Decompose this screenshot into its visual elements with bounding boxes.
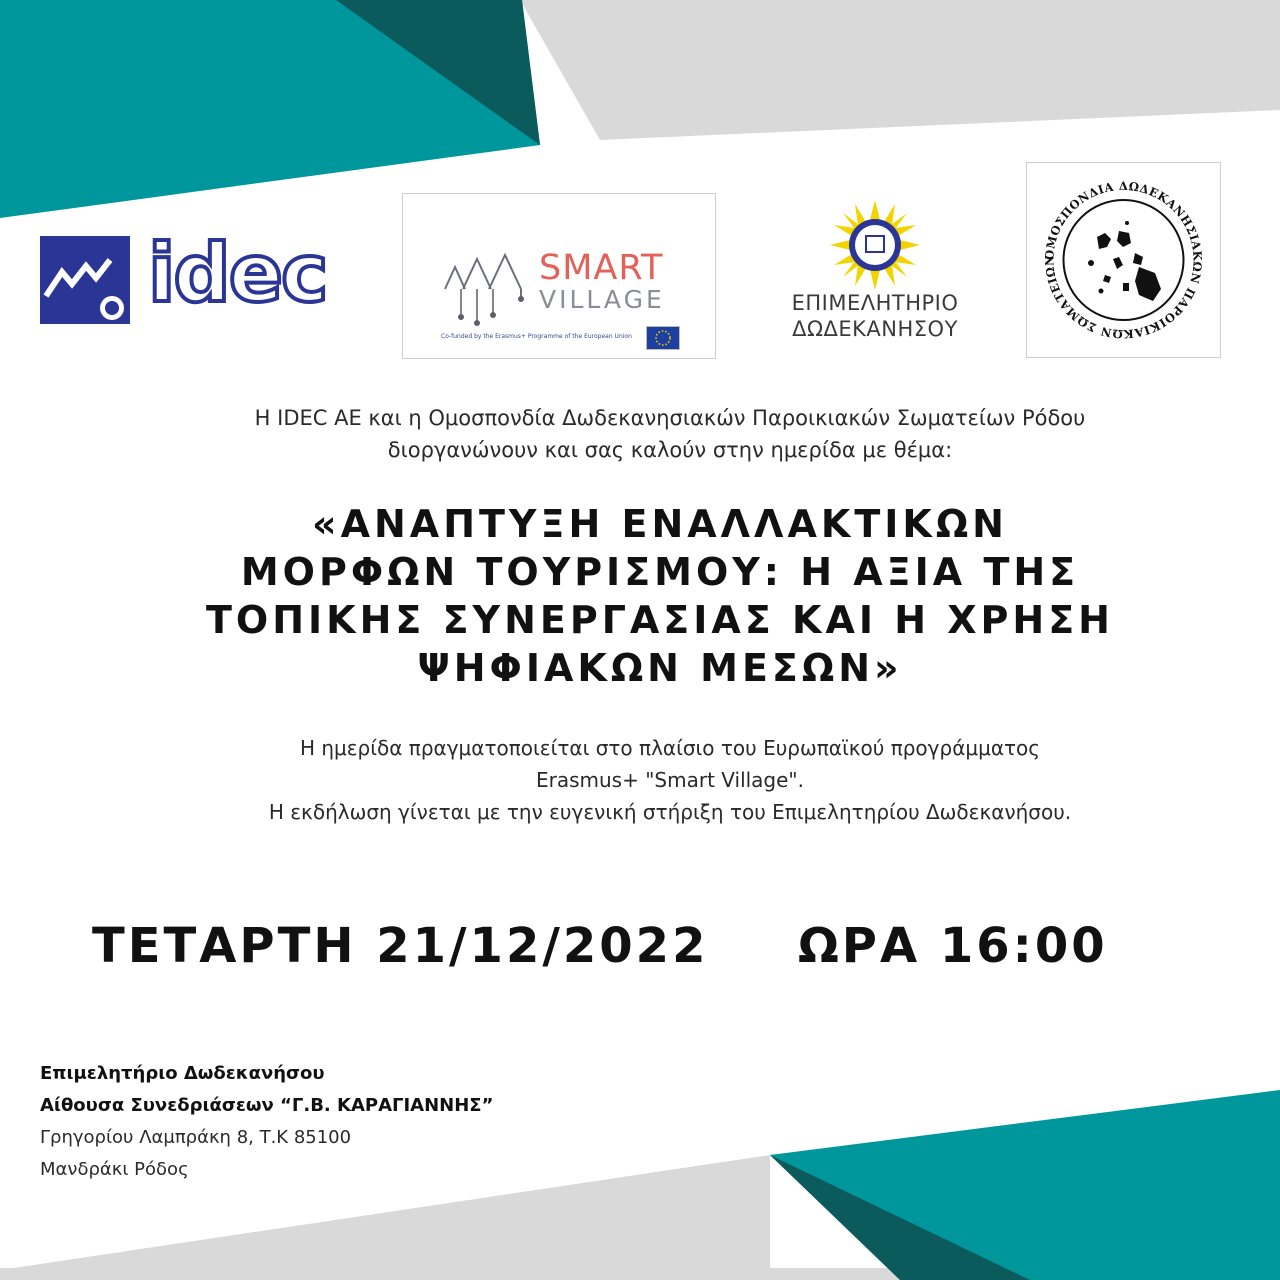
venue-info bbox=[40, 1058, 493, 1186]
smart-village-funding-text: Co-funded by the Erasmus+ Programme of the European Union bbox=[441, 333, 632, 340]
venue-city: Μανδράκι Ρόδος bbox=[40, 1159, 189, 1180]
svg-text:ΟΜΟΣΠΟΝΔΙΑ ΔΩΔΕΚΑΝΗΣΙΑΚΩΝ ΠΑΡΟ bbox=[1027, 163, 1205, 341]
description-line-1: Η ημερίδα πραγματοποιείται στο πλαίσιο του Ευρωπαϊκού προγράμματος bbox=[299, 736, 1041, 760]
description-line-2: Erasmus+ "Smart Village". bbox=[535, 768, 804, 792]
chamber-sun-emblem-icon bbox=[830, 200, 920, 290]
event-date: ΤΕΤΑΡΤΗ 21/12/2022 bbox=[92, 918, 709, 974]
intro-line-2: διοργανώνουν και σας καλούν στην ημερίδα με θέμα: bbox=[387, 438, 953, 462]
bottom-teal-shape bbox=[770, 1090, 1280, 1280]
federation-seal-icon bbox=[1027, 163, 1220, 357]
chamber-name bbox=[770, 290, 980, 342]
event-title-line-2: ΜΟΡΦΩΝ ΤΟΥΡΙΣΜΟΥ: Η ΑΞΙΑ ΤΗΣ bbox=[240, 550, 1080, 594]
event-description bbox=[110, 732, 1230, 828]
description-line-3: Η εκδήλωση γίνεται με την ευγενική στήριξη του Επιμελητηρίου Δωδεκανήσου. bbox=[268, 800, 1072, 824]
idec-wordmark: idec bbox=[148, 227, 327, 320]
event-title-line-1: «ΑΝΑΠΤΥΞΗ ΕΝΑΛΛΑΚΤΙΚΩΝ bbox=[312, 502, 1008, 546]
eu-flag-icon bbox=[646, 326, 680, 350]
event-time: ΩΡΑ 16:00 bbox=[798, 918, 1108, 974]
idec-factory-icon bbox=[40, 236, 132, 328]
venue-address: Γρηγορίου Λαμπράκη 8, Τ.Κ 85100 bbox=[40, 1127, 352, 1148]
smart-village-logo bbox=[402, 193, 716, 359]
chamber-logo bbox=[770, 200, 980, 350]
event-title bbox=[110, 500, 1210, 692]
smart-village-title: SMART bbox=[539, 248, 664, 288]
idec-logo bbox=[40, 227, 345, 327]
venue-hall: Αίθουσα Συνεδριάσεων “Γ.Β. ΚΑΡΑΓΙΑΝΝΗΣ” bbox=[40, 1095, 494, 1116]
smart-village-subtitle: VILLAGE bbox=[539, 285, 665, 314]
intro-line-1: Η IDEC AE και η Ομοσπονδία Δωδεκανησιακών Παροικιακών Σωματείων Ρόδου bbox=[254, 406, 1086, 430]
chamber-name-line1: ΕΠΙΜΕΛΗΤΗΡΙΟ bbox=[791, 291, 959, 315]
intro-text bbox=[120, 402, 1220, 466]
smart-village-houses-icon bbox=[441, 249, 533, 329]
chamber-name-line2: ΔΩΔΕΚΑΝΗΣΟΥ bbox=[792, 317, 958, 341]
federation-seal-logo bbox=[1026, 162, 1221, 358]
top-gray-shape bbox=[520, 0, 1280, 140]
federation-seal-ring-text: ΟΜΟΣΠΟΝΔΙΑ ΔΩΔΕΚΑΝΗΣΙΑΚΩΝ ΠΑΡΟΙΚΙΑΚΩΝ ΣΩΜΑΤΕΙΩΝ bbox=[1042, 178, 1205, 342]
venue-name: Επιμελητήριο Δωδεκανήσου bbox=[40, 1063, 325, 1084]
event-title-line-4: ΨΗΦΙΑΚΩΝ ΜΕΣΩΝ» bbox=[417, 646, 903, 690]
event-title-line-3: ΤΟΠΙΚΗΣ ΣΥΝΕΡΓΑΣΙΑΣ ΚΑΙ Η ΧΡΗΣΗ bbox=[206, 598, 1114, 642]
